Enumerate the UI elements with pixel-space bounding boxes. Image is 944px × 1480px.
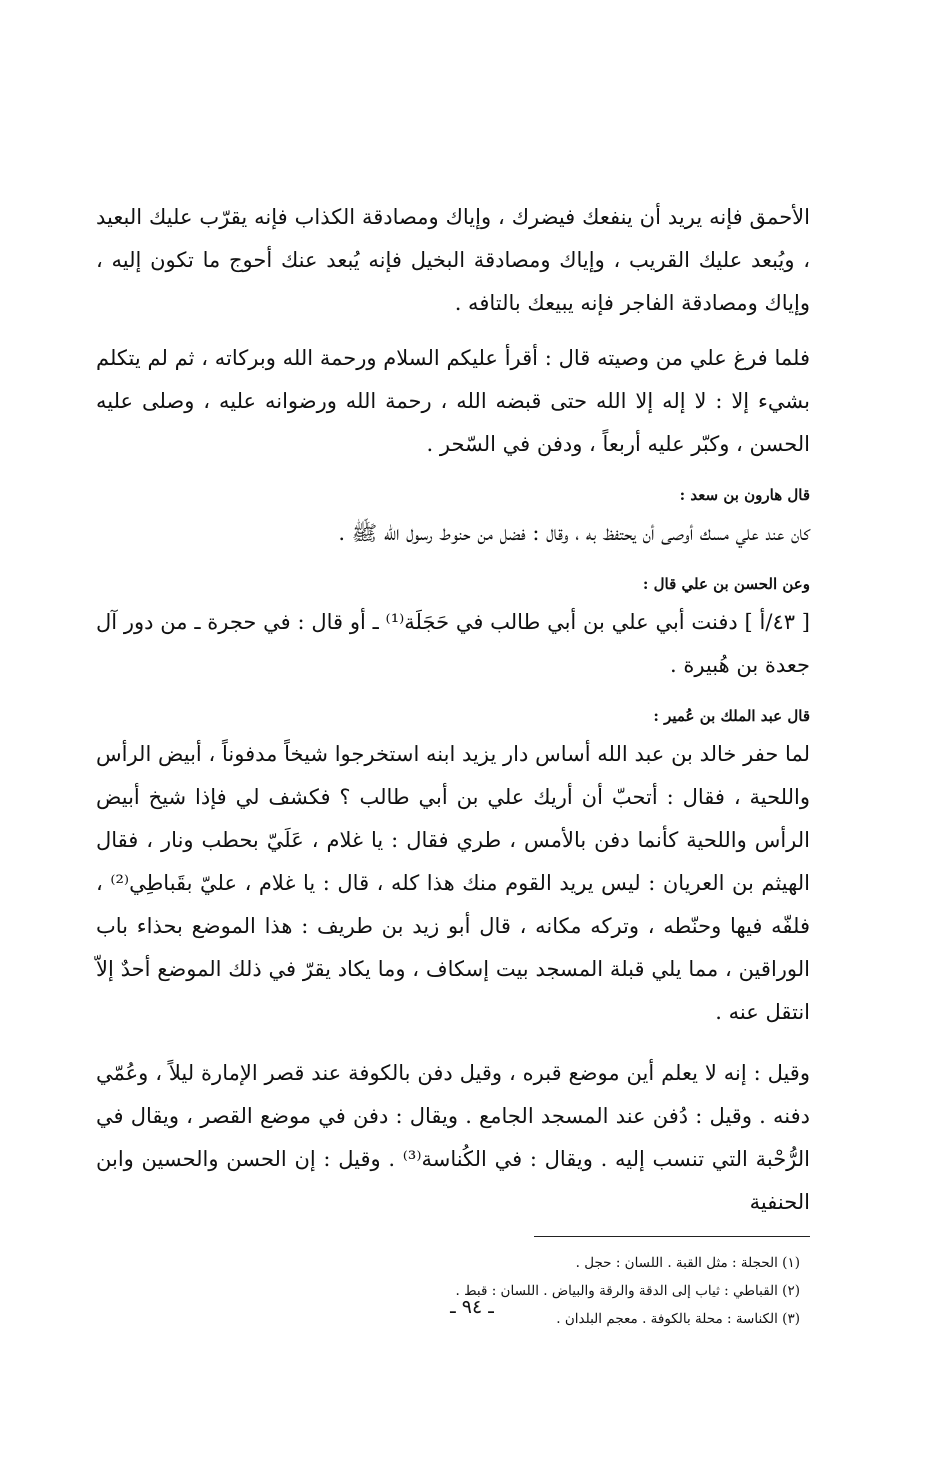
section-heading-harun: قال هارون بن سعد :	[679, 486, 810, 504]
footnote-3: (٣) الكناسة : محلة بالكوفة . معجم البلدان .	[556, 1311, 800, 1327]
section-heading-abdulmalik: قال عبد الملك بن عُمير :	[653, 707, 810, 725]
paragraph-6: وقيل : إنه لا يعلم أين موضع قبره ، وقيل دفن بالكوفة عند قصر الإمارة ليلاً ، وعُمّي دفنه . وقيل : دُفن عند المسجد الجامع . ويقال : دفن في موضع القصر ، ويقال في الرُّحْبة التي تنسب إليه . ويقال : في الكُناسة⁽³⁾ . وقيل : إن الحسن والحسين وابن الحنفية	[96, 1061, 810, 1214]
paragraph-4: [ ٤٣/أ ] دفنت أبي علي بن أبي طالب في حَجَلَة⁽¹⁾ ـ أو قال : في حجرة ـ من دور آل جعدة بن هُبيرة .	[96, 610, 810, 677]
page-number: ـ ٩٤ ـ	[450, 1296, 494, 1318]
paragraph-1: الأحمق فإنه يريد أن ينفعك فيضرك ، وإياك ومصادقة الكذاب فإنه يقرّب عليك البعيد ، ويُبعد عليك القريب ، وإياك ومصادقة البخيل فإنه يُبعد عنك أحوج ما تكون إليه ، وإياك ومصادقة الفاجر فإنه يبيعك بالتافه .	[96, 205, 810, 315]
footnote-divider	[534, 1236, 810, 1237]
footnote-1: (١) الحجلة : مثل القبة . اللسان : حجل .	[575, 1255, 800, 1271]
footnote-2: (٢) القباطي : ثياب إلى الدقة والرقة والبياض . اللسان : قبط .	[455, 1283, 800, 1299]
footnotes	[96, 1249, 810, 1333]
paragraph-5: لما حفر خالد بن عبد الله أساس دار يزيد ابنه استخرجوا شيخاً مدفوناً ، أبيض الرأس واللحية ، فقال : أتحبّ أن أريك علي بن أبي طالب ؟ فكشف لي فإذا شيخ أبيض الرأس واللحية كأنما دفن بالأمس ، طري فقال : يا غلام ، عَلَيّ بحطب ونار ، فقال الهيثم بن العريان : ليس يريد القوم منك هذا كله ، قال : يا غلام ، عليّ بقَباطِي⁽²⁾ ، فلفّه فيها وحنّطه ، وتركه مكانه ، قال أبو زيد بن طريف : هذا الموضع بحذاء باب الوراقين ، مما يلي قبلة المسجد بيت إسكاف ، وما يكاد يقرّ في ذلك الموضع أحدٌ إلاّ انتقل عنه .	[96, 742, 810, 1024]
paragraph-3: كان عند علي مسك أوصى أن يحتفظ به ، وقال : فضل من حنوط رسول الله ﷺ .	[338, 521, 810, 545]
section-heading-hasan: وعن الحسن بن علي قال :	[642, 575, 810, 593]
paragraph-2: فلما فرغ علي من وصيته قال : أقرأ عليكم السلام ورحمة الله وبركاته ، ثم لم يتكلم بشيء إلا : لا إله إلا الله حتى قبضه الله ، رحمة الله ورضوانه عليه ، وصلى عليه الحسن ، وكبّر عليه أربعاً ، ودفن في السّحر .	[96, 346, 810, 456]
page-body	[96, 196, 810, 1333]
